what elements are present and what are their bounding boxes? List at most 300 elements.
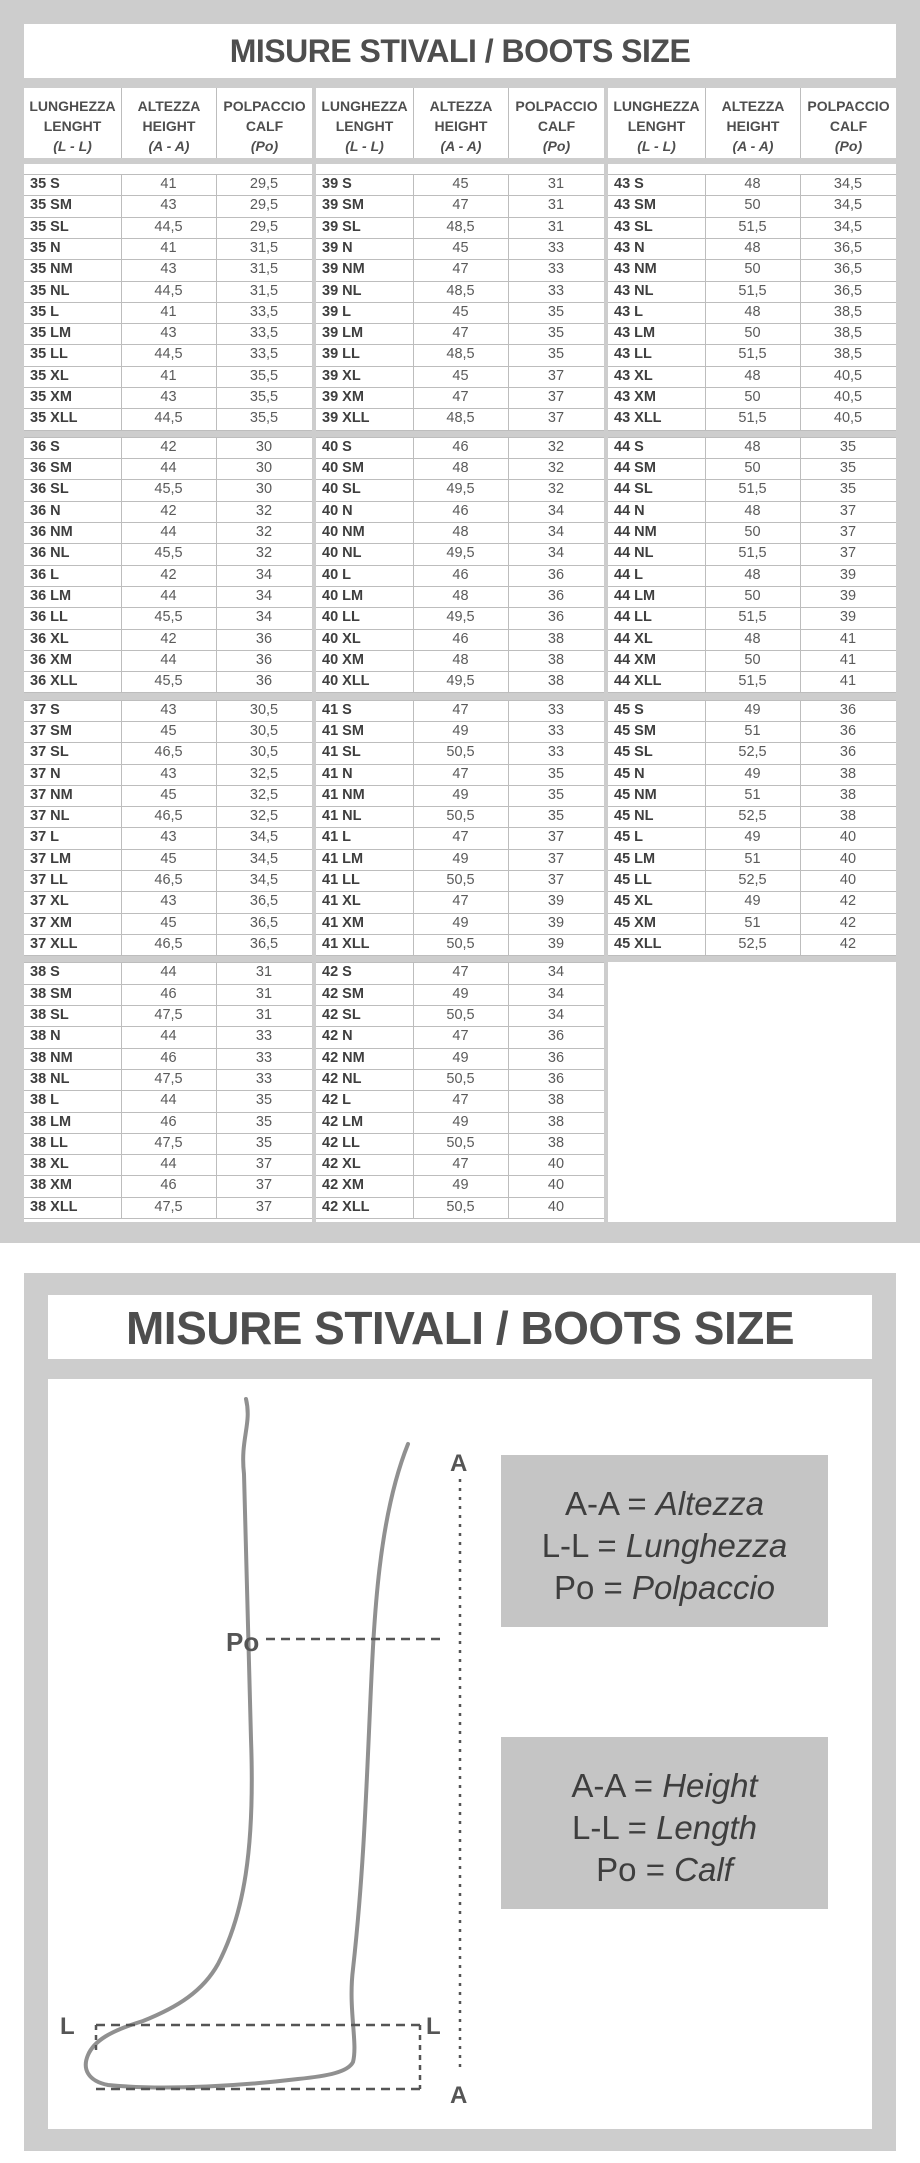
height-cell: 45,5 — [154, 673, 183, 690]
size-cell: 39 LM — [322, 325, 364, 342]
calf-cell: 37 — [547, 389, 565, 405]
calf-cell: 36 — [255, 630, 273, 647]
size-cell: 42 LL — [322, 1134, 360, 1151]
size-cell: 40 NL — [322, 545, 362, 562]
calf-cell: 35 — [547, 303, 565, 320]
height-cell: 48 — [744, 176, 761, 192]
calf-cell: 38,5 — [833, 346, 863, 363]
size-cell: 39 XLL — [322, 410, 370, 427]
row-gridline — [316, 1218, 604, 1219]
size-cell: 41 SL — [322, 744, 361, 761]
height-cell: 41 — [160, 239, 177, 256]
column-header-line: POLPACCIO — [807, 98, 890, 114]
height-cell: 51,5 — [738, 609, 767, 626]
height-cell: 43 — [160, 829, 177, 846]
height-cell: 50 — [744, 460, 761, 477]
calf-cell: 36 — [547, 609, 565, 626]
height-cell: 49 — [744, 893, 761, 910]
size-cell: 40 S — [322, 438, 352, 455]
size-cell: 37 XL — [30, 893, 69, 910]
size-cell: 44 NM — [614, 524, 657, 540]
size-cell: 39 S — [322, 176, 352, 192]
size-cell: 43 L — [614, 303, 644, 320]
calf-cell: 40 — [839, 850, 857, 867]
height-cell: 48 — [452, 524, 469, 540]
height-cell: 49 — [452, 985, 469, 1002]
calf-cell: 36,5 — [833, 239, 863, 256]
calf-cell: 40,5 — [833, 389, 863, 405]
calf-cell: 32,5 — [249, 765, 279, 782]
size-cell: 36 SL — [30, 481, 69, 498]
column-header-line: HEIGHT — [142, 118, 196, 134]
calf-cell: 34,5 — [833, 176, 863, 192]
height-cell: 42 — [160, 630, 177, 647]
calf-cell: 35 — [839, 481, 857, 498]
size-cell: 36 NL — [30, 545, 70, 562]
calf-cell: 34,5 — [833, 197, 863, 214]
height-cell: 44,5 — [154, 282, 183, 299]
column-header — [705, 88, 800, 164]
height-cell: 44,5 — [154, 410, 183, 427]
height-cell: 46 — [160, 985, 177, 1002]
height-cell: 44 — [160, 524, 177, 540]
height-cell: 44 — [160, 1028, 177, 1045]
height-cell: 44 — [160, 460, 177, 477]
height-cell: 51 — [744, 786, 761, 803]
height-cell: 44 — [160, 964, 177, 981]
calf-cell: 30 — [255, 481, 273, 498]
column-header-line: CALF — [245, 118, 284, 134]
size-cell: 41 SM — [322, 722, 364, 739]
calf-cell: 34,5 — [249, 829, 279, 846]
size-cell: 35 XM — [30, 389, 72, 405]
calf-cell: 34,5 — [249, 850, 279, 867]
size-cell: 43 LM — [614, 325, 656, 342]
size-cell: 39 SL — [322, 218, 361, 235]
height-cell: 46 — [452, 566, 469, 583]
calf-cell: 30,5 — [249, 701, 279, 718]
size-cell: 43 NL — [614, 282, 654, 299]
size-cell: 37 S — [30, 701, 60, 718]
calf-cell: 29,5 — [249, 218, 279, 235]
height-cell: 47 — [452, 1156, 469, 1173]
size-cell: 36 SM — [30, 460, 72, 477]
row-gridline — [24, 1218, 312, 1219]
height-cell: 48,5 — [446, 218, 475, 235]
size-cell: 44 XM — [614, 651, 656, 668]
calf-cell: 33 — [547, 282, 565, 299]
size-cell: 43 S — [614, 176, 644, 192]
height-cell: 48 — [744, 630, 761, 647]
calf-cell: 36,5 — [249, 914, 279, 931]
size-cell: 40 SM — [322, 460, 364, 477]
size-cell: 41 LM — [322, 850, 364, 867]
size-cell: 40 LM — [322, 587, 364, 604]
size-cell: 43 SL — [614, 218, 653, 235]
calf-cell: 30,5 — [249, 744, 279, 761]
size-cell: 43 N — [614, 239, 645, 256]
size-cell: 43 XM — [614, 389, 656, 405]
size-cell: 37 N — [30, 765, 61, 782]
height-cell: 45 — [160, 722, 177, 739]
height-cell: 50,5 — [446, 808, 475, 825]
calf-cell: 38 — [839, 765, 857, 782]
height-cell: 50,5 — [446, 935, 475, 952]
column-header-line: LUNGHEZZA — [613, 98, 700, 114]
height-cell: 41 — [160, 303, 177, 320]
size-cell: 42 XM — [322, 1177, 364, 1194]
calf-cell: 34 — [255, 566, 273, 583]
legend-italian — [501, 1455, 828, 1627]
height-cell: 49,5 — [446, 481, 475, 498]
height-cell: 47 — [452, 389, 469, 405]
height-cell: 52,5 — [738, 744, 767, 761]
calf-cell: 42 — [839, 935, 857, 952]
height-cell: 48 — [744, 239, 761, 256]
calf-cell: 38 — [839, 786, 857, 803]
height-cell: 46,5 — [154, 935, 183, 952]
height-cell: 47 — [452, 1092, 469, 1109]
size-cell: 44 L — [614, 566, 644, 583]
size-cell: 38 NL — [30, 1070, 70, 1087]
height-cell: 50,5 — [446, 744, 475, 761]
size-cell: 35 LM — [30, 325, 72, 342]
calf-cell: 37 — [547, 367, 565, 384]
size-cell: 39 SM — [322, 197, 364, 214]
calf-cell: 36 — [839, 744, 857, 761]
calf-cell: 40 — [839, 829, 857, 846]
calf-cell: 34 — [547, 964, 565, 981]
size-cell: 36 LL — [30, 609, 68, 626]
size-cell: 42 NM — [322, 1049, 365, 1066]
page-title: MISURE STIVALI / BOOTS SIZE — [24, 24, 896, 78]
size-cell: 44 XL — [614, 630, 653, 647]
column-header-line: (L - L) — [637, 138, 676, 154]
calf-cell: 37 — [839, 502, 857, 519]
size-cell: 40 L — [322, 566, 352, 583]
height-cell: 44 — [160, 1092, 177, 1109]
height-cell: 44 — [160, 651, 177, 668]
height-cell: 41 — [160, 367, 177, 384]
size-cell: 35 XL — [30, 367, 69, 384]
size-cell: 37 L — [30, 829, 60, 846]
calf-cell: 35 — [547, 786, 565, 803]
calf-cell: 37 — [547, 872, 565, 888]
height-cell: 49 — [744, 765, 761, 782]
calf-cell: 38 — [547, 1113, 565, 1130]
size-cell: 45 XLL — [614, 935, 662, 952]
calf-cell: 31 — [255, 1007, 273, 1023]
height-cell: 49 — [744, 701, 761, 718]
calf-cell: 38 — [547, 630, 565, 647]
size-cell: 44 SL — [614, 481, 653, 498]
calf-cell: 36 — [255, 673, 273, 690]
column-header-line: (A - A) — [440, 138, 482, 154]
calf-cell: 38 — [547, 651, 565, 668]
height-cell: 42 — [160, 438, 177, 455]
height-cell: 47 — [452, 765, 469, 782]
calf-cell: 36 — [547, 1028, 565, 1045]
calf-cell: 42 — [839, 914, 857, 931]
calf-cell: 34 — [255, 609, 273, 626]
height-cell: 47 — [452, 964, 469, 981]
column-header — [216, 88, 312, 164]
height-cell: 49 — [452, 722, 469, 739]
height-cell: 48 — [744, 502, 761, 519]
size-cell: 40 N — [322, 502, 353, 519]
calf-cell: 36 — [547, 566, 565, 583]
height-cell: 43 — [160, 325, 177, 342]
column-header — [316, 88, 413, 164]
size-cell: 41 XL — [322, 893, 361, 910]
a-top-label: A — [450, 1450, 468, 1477]
height-cell: 43 — [160, 389, 177, 405]
column-header-line: (L - L) — [345, 138, 384, 154]
height-cell: 47 — [452, 1028, 469, 1045]
size-cell: 35 NL — [30, 282, 70, 299]
calf-cell: 35 — [547, 765, 565, 782]
size-cell: 36 XLL — [30, 673, 78, 690]
calf-cell: 30 — [255, 460, 273, 477]
size-cell: 38 NM — [30, 1049, 73, 1066]
size-cell: 44 LL — [614, 609, 652, 626]
height-cell: 48 — [744, 566, 761, 583]
calf-cell: 41 — [839, 673, 857, 690]
calf-cell: 32 — [547, 460, 565, 477]
calf-cell: 34 — [255, 587, 273, 604]
size-cell: 36 S — [30, 438, 60, 455]
height-cell: 49,5 — [446, 609, 475, 626]
height-cell: 51,5 — [738, 481, 767, 498]
a-bottom-label: A — [450, 2082, 468, 2109]
size-cell: 45 LL — [614, 872, 652, 888]
size-cell: 38 S — [30, 964, 60, 981]
size-cell: 40 SL — [322, 481, 361, 498]
size-cell: 41 N — [322, 765, 353, 782]
size-cell: 35 N — [30, 239, 61, 256]
calf-cell: 34 — [547, 985, 565, 1002]
legend-english — [501, 1737, 828, 1909]
calf-cell: 35 — [547, 808, 565, 825]
height-cell: 48 — [452, 587, 469, 604]
size-table — [24, 88, 896, 1222]
size-cell: 38 XLL — [30, 1198, 78, 1215]
size-cell: 44 LM — [614, 587, 656, 604]
size-cell: 37 XLL — [30, 935, 78, 952]
calf-cell: 36 — [547, 587, 565, 604]
column-header-line: CALF — [537, 118, 576, 134]
column-header — [413, 88, 508, 164]
size-cell: 44 NL — [614, 545, 654, 562]
height-cell: 51 — [744, 850, 761, 867]
height-cell: 46 — [160, 1113, 177, 1130]
empty-cell-area — [608, 962, 896, 1218]
column-header-line: (Po) — [250, 138, 279, 154]
height-cell: 45 — [160, 786, 177, 803]
height-cell: 50 — [744, 197, 761, 214]
column-header — [121, 88, 216, 164]
legend-line-length: L-L = Length — [571, 1809, 758, 1846]
calf-cell: 36 — [547, 1049, 565, 1066]
size-cell: 39 N — [322, 239, 353, 256]
height-cell: 46 — [160, 1049, 177, 1066]
height-cell: 48,5 — [446, 346, 475, 363]
height-cell: 45,5 — [154, 545, 183, 562]
height-cell: 46 — [160, 1177, 177, 1194]
calf-cell: 36 — [839, 722, 857, 739]
calf-cell: 41 — [839, 630, 857, 647]
calf-cell: 36,5 — [833, 261, 863, 278]
column-header-line: (L - L) — [53, 138, 92, 154]
size-cell: 45 L — [614, 829, 644, 846]
measurement-diagram-panel — [24, 1273, 896, 2151]
column-header-line: LENGHT — [335, 118, 394, 134]
calf-cell: 38 — [547, 1134, 565, 1151]
height-cell: 47,5 — [154, 1134, 183, 1151]
size-cell: 39 LL — [322, 346, 360, 363]
height-cell: 43 — [160, 197, 177, 214]
calf-cell: 40 — [839, 872, 857, 888]
calf-cell: 37 — [547, 829, 565, 846]
height-cell: 48 — [452, 651, 469, 668]
calf-cell: 34 — [547, 1007, 565, 1023]
size-cell: 42 S — [322, 964, 352, 981]
size-cell: 43 XL — [614, 367, 653, 384]
size-cell: 41 S — [322, 701, 352, 718]
size-cell: 44 N — [614, 502, 645, 519]
calf-cell: 40 — [547, 1177, 565, 1194]
calf-cell: 36 — [547, 1070, 565, 1087]
column-header-line: CALF — [829, 118, 868, 134]
size-cell: 44 XLL — [614, 673, 662, 690]
legend-line-height: A-A = Altezza — [564, 1485, 765, 1522]
calf-cell: 35 — [255, 1134, 273, 1151]
height-cell: 47,5 — [154, 1070, 183, 1087]
height-cell: 50,5 — [446, 1134, 475, 1151]
height-cell: 47,5 — [154, 1007, 183, 1023]
header-separator — [24, 158, 896, 164]
height-cell: 51,5 — [738, 673, 767, 690]
size-cell: 36 XL — [30, 630, 69, 647]
size-cell: 40 LL — [322, 609, 360, 626]
size-cell: 39 XM — [322, 389, 364, 405]
size-cell: 38 XL — [30, 1156, 69, 1173]
size-cell: 35 S — [30, 176, 60, 192]
calf-cell: 31,5 — [249, 261, 279, 278]
height-cell: 45 — [452, 367, 469, 384]
leg-outline — [86, 1399, 408, 2087]
calf-cell: 40,5 — [833, 410, 863, 427]
calf-cell: 39 — [547, 914, 565, 931]
height-cell: 51,5 — [738, 545, 767, 562]
po-label: Po — [226, 1627, 260, 1657]
size-cell: 45 XM — [614, 914, 656, 931]
calf-cell: 33 — [547, 701, 565, 718]
size-cell: 36 N — [30, 502, 61, 519]
size-cell: 42 SM — [322, 985, 364, 1002]
calf-cell: 33 — [255, 1049, 273, 1066]
size-cell: 43 SM — [614, 197, 656, 214]
size-cell: 45 XL — [614, 893, 653, 910]
calf-cell: 33 — [547, 722, 565, 739]
size-cell: 35 LL — [30, 346, 68, 363]
calf-cell: 35 — [255, 1092, 273, 1109]
size-cell: 42 XLL — [322, 1198, 370, 1215]
size-cell: 45 LM — [614, 850, 656, 867]
height-cell: 43 — [160, 765, 177, 782]
size-cell: 41 LL — [322, 872, 360, 888]
size-cell: 45 NM — [614, 786, 657, 803]
height-cell: 44,5 — [154, 346, 183, 363]
size-cell: 38 N — [30, 1028, 61, 1045]
size-cell: 42 N — [322, 1028, 353, 1045]
column-header-line: LUNGHEZZA — [29, 98, 116, 114]
height-cell: 46 — [452, 438, 469, 455]
column-header-line: LUNGHEZZA — [321, 98, 408, 114]
height-cell: 44 — [160, 1156, 177, 1173]
column-header — [24, 88, 121, 164]
height-cell: 51 — [744, 722, 761, 739]
height-cell: 41 — [160, 176, 177, 192]
column-header-line: LENGHT — [627, 118, 686, 134]
calf-cell: 32 — [255, 545, 273, 562]
legend-line-calf: Po = Polpaccio — [553, 1569, 776, 1606]
calf-cell: 40,5 — [833, 367, 863, 384]
height-cell: 48 — [744, 438, 761, 455]
height-cell: 50 — [744, 261, 761, 278]
size-cell: 38 L — [30, 1092, 60, 1109]
height-cell: 48,5 — [446, 282, 475, 299]
height-cell: 43 — [160, 701, 177, 718]
height-cell: 47 — [452, 893, 469, 910]
calf-cell: 35 — [255, 1113, 273, 1130]
height-cell: 46,5 — [154, 808, 183, 825]
calf-cell: 35,5 — [249, 367, 279, 384]
size-cell: 42 XL — [322, 1156, 361, 1173]
size-cell: 40 XM — [322, 651, 364, 668]
height-cell: 42 — [160, 502, 177, 519]
calf-cell: 29,5 — [249, 197, 279, 214]
size-cell: 44 SM — [614, 460, 656, 477]
height-cell: 45,5 — [154, 609, 183, 626]
height-cell: 49 — [452, 850, 469, 867]
calf-cell: 34 — [547, 545, 565, 562]
height-cell: 45 — [160, 850, 177, 867]
height-cell: 47 — [452, 261, 469, 278]
calf-cell: 32 — [547, 481, 565, 498]
column-header-line: HEIGHT — [726, 118, 780, 134]
calf-cell: 36 — [255, 651, 273, 668]
calf-cell: 31 — [547, 197, 565, 214]
legend-line-calf: Po = Calf — [596, 1851, 733, 1888]
height-cell: 47 — [452, 325, 469, 342]
height-cell: 51,5 — [738, 346, 767, 363]
calf-cell: 36,5 — [249, 893, 279, 910]
size-cell: 37 NL — [30, 808, 70, 825]
height-cell: 48,5 — [446, 410, 475, 427]
calf-cell: 40 — [547, 1198, 565, 1215]
height-cell: 49 — [452, 1113, 469, 1130]
height-cell: 46 — [452, 630, 469, 647]
size-cell: 39 NM — [322, 261, 365, 278]
height-cell: 51 — [744, 914, 761, 931]
height-cell: 52,5 — [738, 808, 767, 825]
height-cell: 45 — [160, 914, 177, 931]
size-cell: 39 L — [322, 303, 352, 320]
size-cell: 45 N — [614, 765, 645, 782]
column-header-line: (A - A) — [148, 138, 190, 154]
size-cell: 41 XLL — [322, 935, 370, 952]
